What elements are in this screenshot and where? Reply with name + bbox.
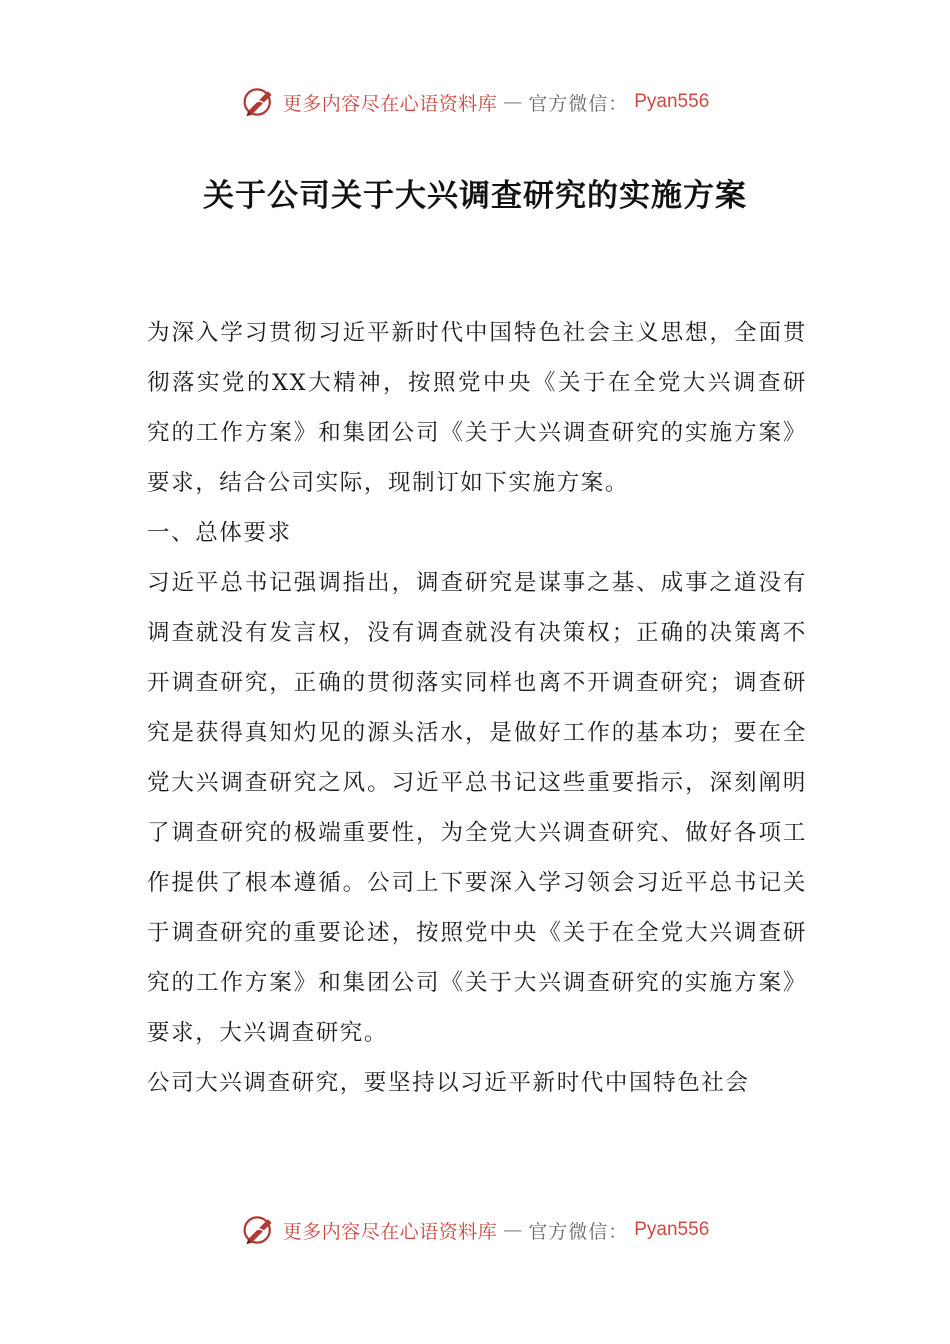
header-banner bbox=[0, 80, 950, 124]
wechat-id: Pyan556 bbox=[634, 1219, 710, 1240]
wechat-label: 官方微信： bbox=[528, 92, 629, 115]
wechat-label: 官方微信： bbox=[528, 1220, 629, 1243]
paragraph-intro: 为深入学习贯彻习近平新时代中国特色社会主义思想，全面贯彻落实党的XX大精神，按照党中央《关于在全党大兴调查研究的工作方案》和集团公司《关于大兴调查研究的实施方案》要求，结合公司实际，现制订如下实施方案。 bbox=[147, 320, 807, 496]
document-body bbox=[147, 308, 807, 1108]
banner-separator: — bbox=[503, 91, 523, 113]
footer-banner bbox=[0, 1208, 950, 1252]
promo-text: 更多内容尽在心语资料库 bbox=[282, 1220, 498, 1243]
paragraph-requirements: 习近平总书记强调指出，调查研究是谋事之基、成事之道没有调查就没有发言权，没有调查就没有决策权；正确的决策离不开调查研究，正确的贯彻落实同样也离不开调查研究；调查研究是获得真知灼见的源头活水，是做好工作的基本功；要在全党大兴调查研究之风。习近平总书记这些重要指示，深刻阐明了调查研究的极端重要性，为全党大兴调查研究、做好各项工作提供了根本遵循。公司上下要深入学习领会习近平总书记关于调查研究的重要论述，按照党中央《关于在全党大兴调查研究的工作方案》和集团公司《关于大兴调查研究的实施方案》要求，大兴调查研究。 bbox=[147, 570, 807, 1046]
promo-text: 更多内容尽在心语资料库 bbox=[282, 92, 498, 115]
banner-separator: — bbox=[503, 1219, 523, 1241]
pen-logo-icon bbox=[241, 1212, 277, 1248]
document-title: 关于公司关于大兴调查研究的实施方案 bbox=[203, 178, 747, 214]
paragraph-continuation: 公司大兴调查研究，要坚持以习近平新时代中国特色社会 bbox=[147, 1070, 750, 1096]
pen-logo-icon bbox=[241, 84, 277, 120]
wechat-id: Pyan556 bbox=[634, 91, 710, 112]
section-heading: 一、总体要求 bbox=[147, 520, 292, 546]
